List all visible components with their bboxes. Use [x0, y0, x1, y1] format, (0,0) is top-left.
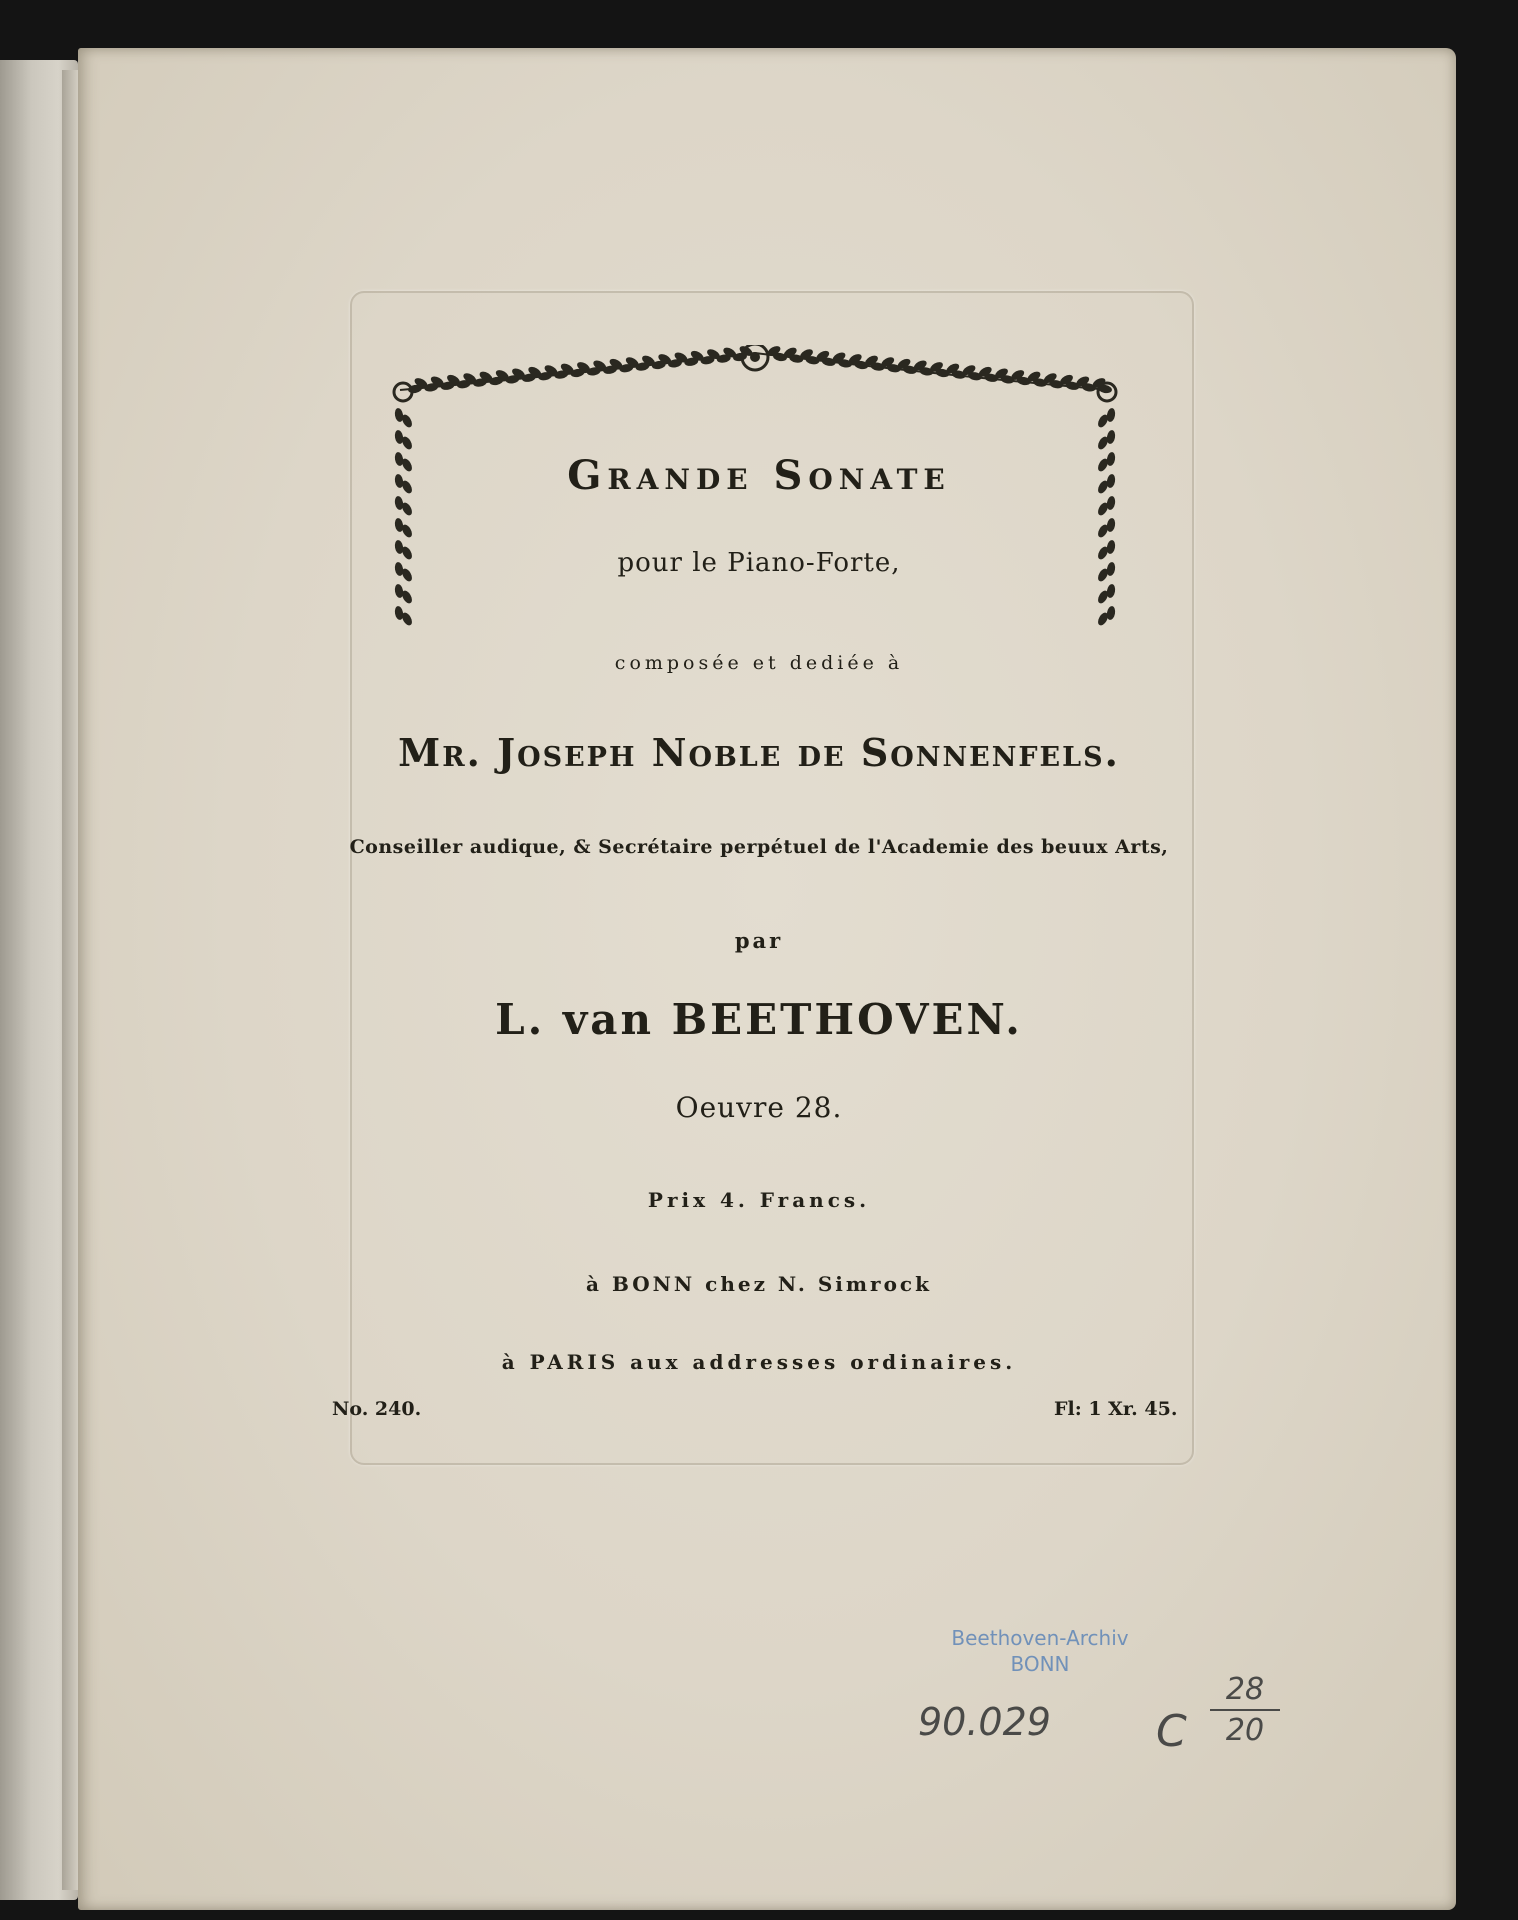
- shelf-numerator: 28: [1225, 1672, 1265, 1707]
- publisher-paris: à PARIS aux addresses ordinaires.: [501, 1350, 1017, 1374]
- plate-number: No. 240.: [332, 1398, 422, 1420]
- dedicatee-name: Mr. Joseph Noble de Sonnenfels.: [398, 730, 1120, 775]
- fraction-bar: [1210, 1709, 1280, 1711]
- price-line: Prix 4. Francs.: [647, 1188, 871, 1212]
- price-florins: Fl: 1 Xr. 45.: [1054, 1398, 1178, 1420]
- accession-number: 90.029: [918, 1700, 1051, 1744]
- shelf-denominator: 20: [1225, 1713, 1265, 1748]
- dedicatee-office: Conseiller audique, & Secrétaire perpétuel de l'Academie des beuux Arts,: [349, 836, 1169, 858]
- title-page: [78, 48, 1456, 1910]
- publisher-bonn: à BONN chez N. Simrock: [586, 1272, 932, 1296]
- instrument-line: pour le Piano-Forte,: [617, 548, 901, 578]
- stamp-line-city: BONN: [1010, 1652, 1070, 1676]
- library-stamp: [910, 1625, 1170, 1677]
- sonata-title: Grande Sonate: [567, 452, 951, 499]
- composer-name: L. van BEETHOVEN.: [495, 995, 1023, 1044]
- shelf-letter: C: [1156, 1706, 1187, 1757]
- composed-line: composée et dediée à: [614, 652, 904, 674]
- opus-number: Oeuvre 28.: [675, 1091, 843, 1124]
- by-line: par: [734, 928, 784, 953]
- stamp-line-archive: Beethoven-Archiv: [951, 1626, 1129, 1650]
- shelf-fraction: [1210, 1672, 1280, 1748]
